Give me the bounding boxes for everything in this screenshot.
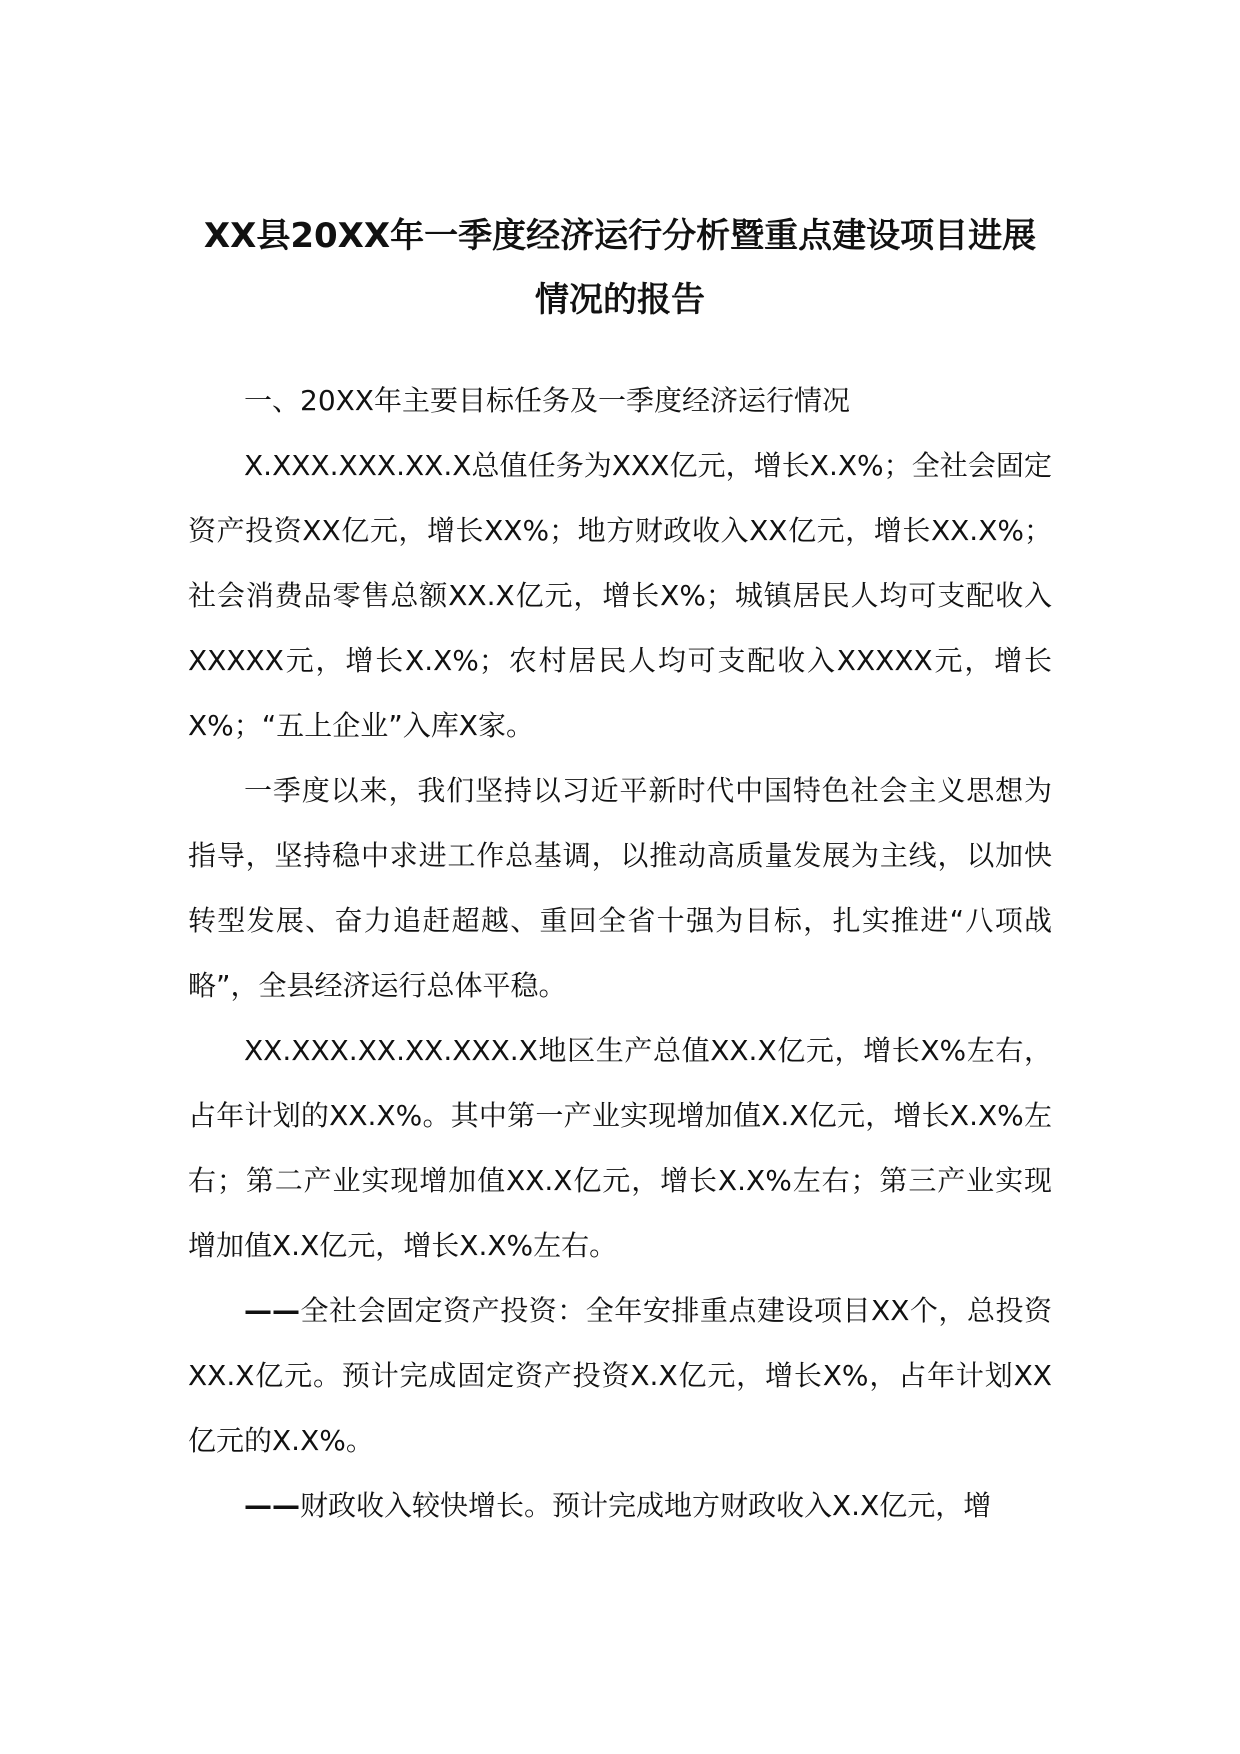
dash-lead: —— xyxy=(244,1489,300,1522)
paragraph-overview: 一季度以来，我们坚持以习近平新时代中国特色社会主义思想为指导，坚持稳中求进工作总基调，以推动高质量发展为主线，以加快转型发展、奋力追赶超越、重回全省十强为目标，扎实推进“八项战略”，全县经济运行总体平稳。 xyxy=(188,774,1052,1002)
title-line-2: 情况的报告 xyxy=(535,280,705,320)
document-body xyxy=(188,368,1052,1538)
dash-lead: —— xyxy=(244,1294,300,1327)
paragraph-investment-text: 全社会固定资产投资：全年安排重点建设项目XX个，总投资XX.X亿元。预计完成固定资产投资X.X亿元，增长X%，占年计划XX亿元的X.X%。 xyxy=(188,1294,1052,1457)
paragraph-targets: X.XXX.XXX.XX.X总值任务为XXX亿元，增长X.X%；全社会固定资产投资XX亿元，增长XX%；地方财政收入XX亿元，增长XX.X%；社会消费品零售总额XX.X亿元，增长X%；城镇居民人均可支配收入XXXXX元，增长X.X%；农村居民人均可支配收入XXXXX元，增长X%；“五上企业”入库X家。 xyxy=(188,449,1052,742)
paragraph-investment xyxy=(188,1278,1052,1473)
section-heading: 一、20XX年主要目标任务及一季度经济运行情况 xyxy=(244,384,850,417)
title-line-1: XX县20XX年一季度经济运行分析暨重点建设项目进展 xyxy=(203,216,1037,256)
paragraph-revenue-text: 财政收入较快增长。预计完成地方财政收入X.X亿元，增 xyxy=(300,1489,992,1522)
document-title xyxy=(150,204,1090,332)
paragraph-gdp: XX.XXX.XX.XX.XXX.X地区生产总值XX.X亿元，增长X%左右，占年计划的XX.X%。其中第一产业实现增加值X.X亿元，增长X.X%左右；第二产业实现增加值XX.X亿元，增长X.X%左右；第三产业实现增加值X.X亿元，增长X.X%左右。 xyxy=(188,1034,1052,1262)
paragraph-revenue xyxy=(188,1473,1052,1538)
